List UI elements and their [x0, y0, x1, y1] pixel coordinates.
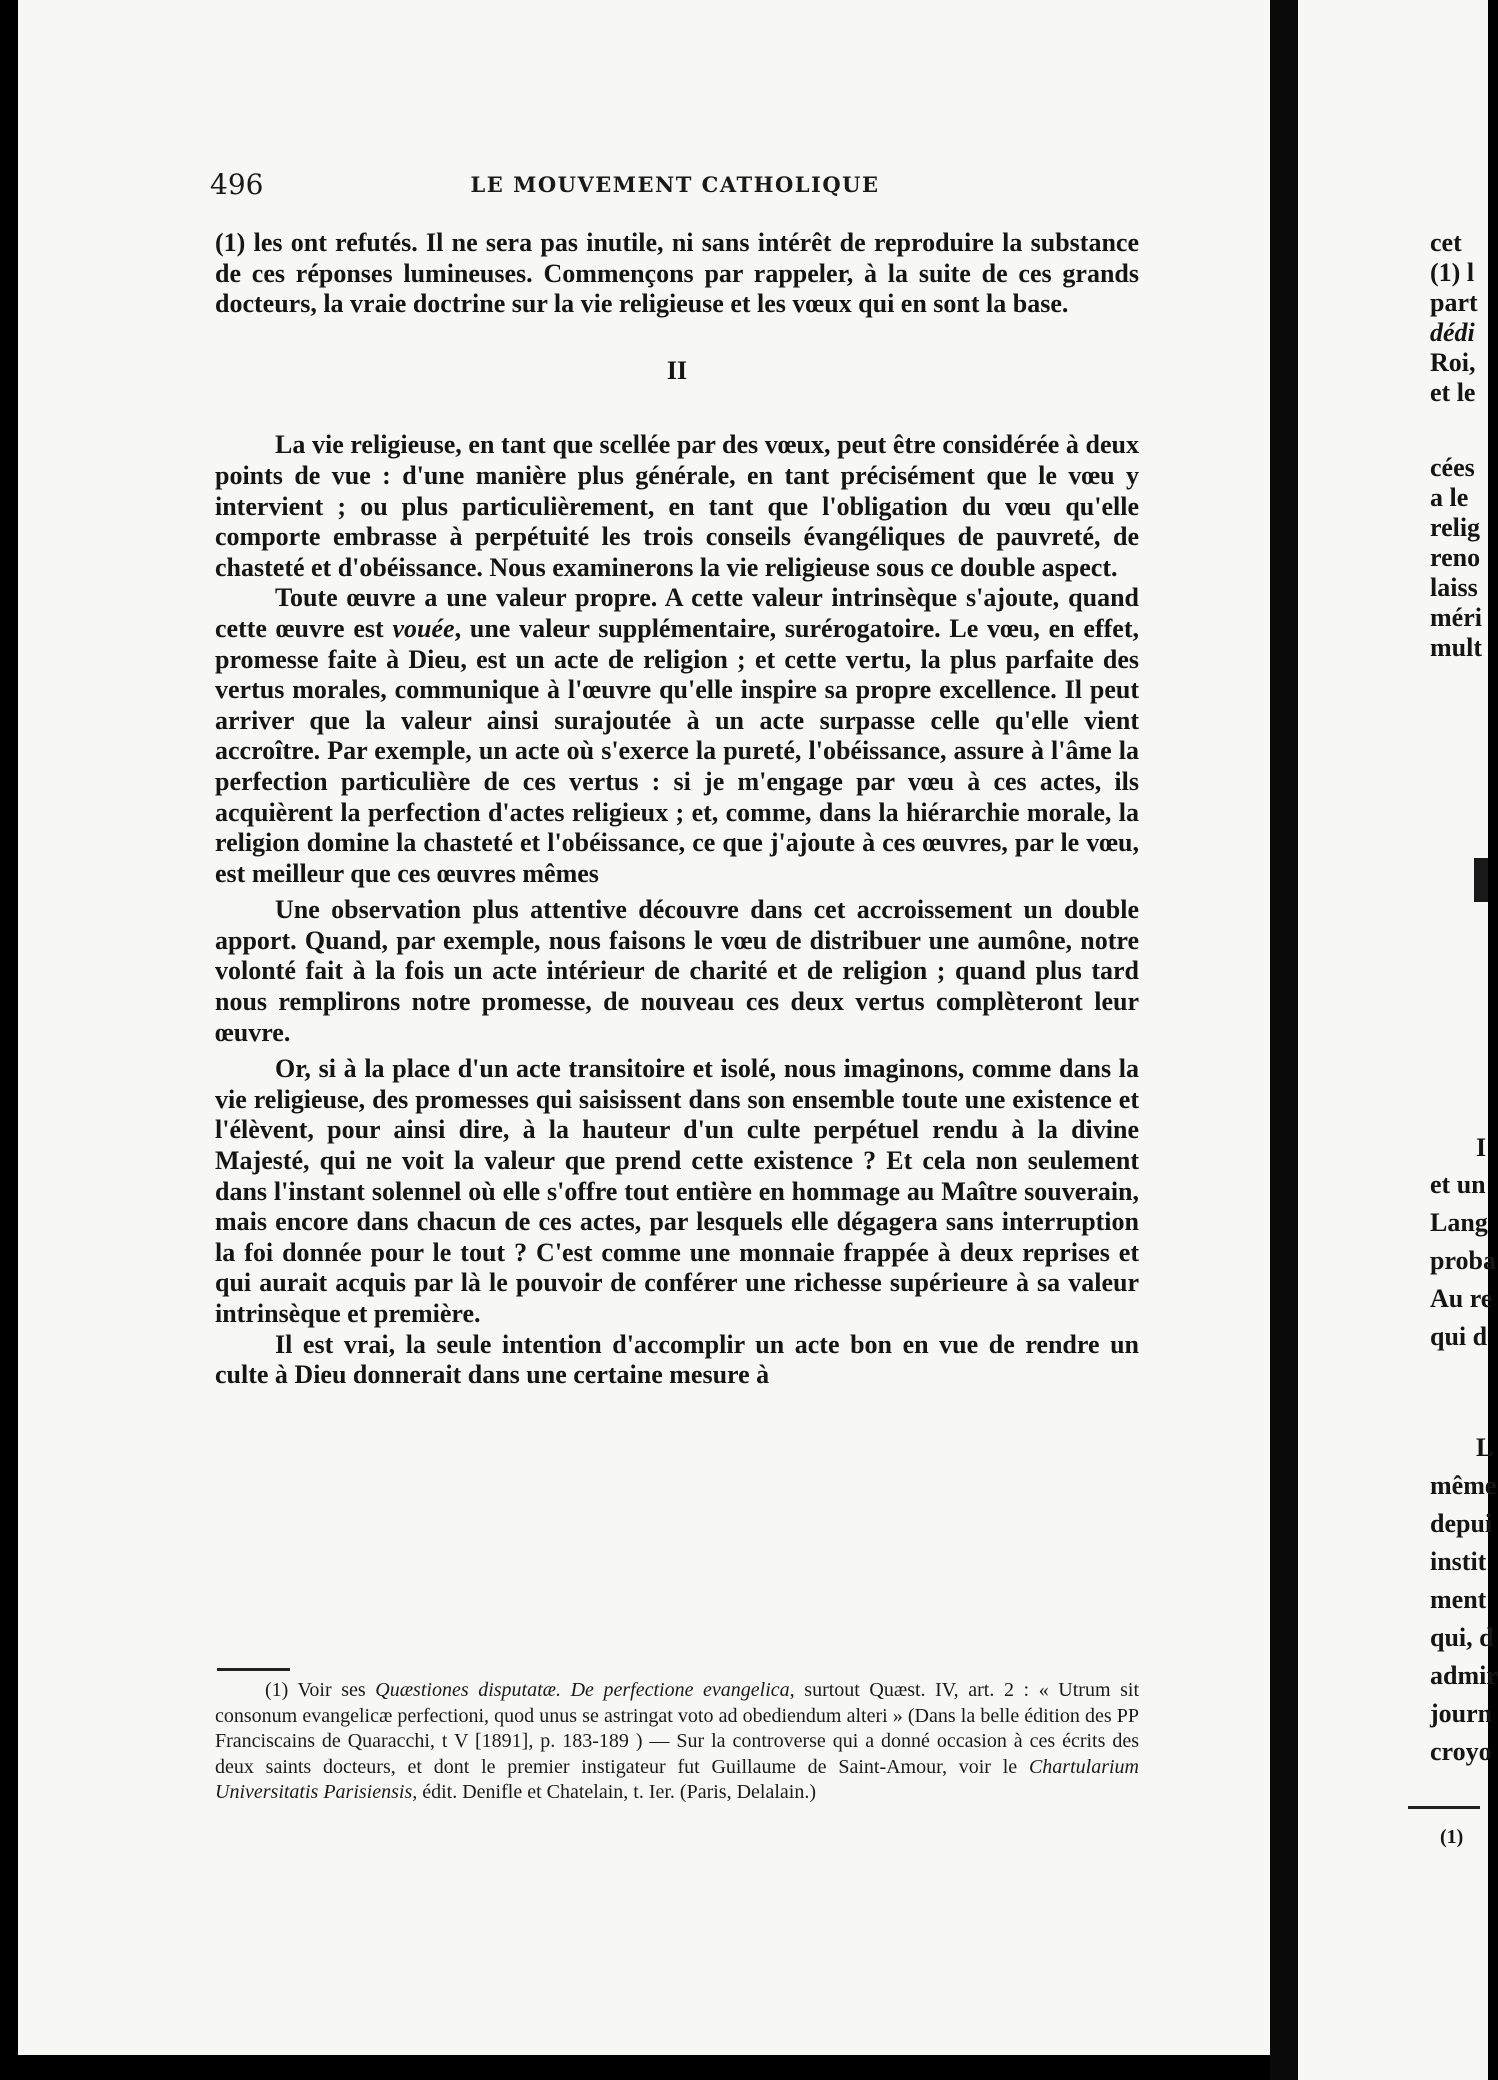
- paragraph-2: La vie religieuse, en tant que scellée par des vœux, peut être considérée à deux points de vue : d'une manière plus générale, en tant précisément que le vœu y intervient ; ou plus particulièrement, en tant que l'obligation du vœu qu'elle comporte embrasse à perpétuité les trois conseils évangéliques de pauvreté, de chasteté et d'obéissance. Nous examinerons la vie religieuse sous ce double aspect.: [215, 430, 1139, 582]
- right-line: journ: [1430, 1699, 1493, 1728]
- paragraph-3-emphasis: vouée: [392, 613, 455, 643]
- footnote-text-2: surtout Quæst. IV, art. 2 : « Utrum sit consonum evangelicæ perfectioni, quod unus se astringat voto ad obediendum alteri » (Dans la belle édition des PP Franciscains de Quaracchi, t V [1891], p. 183-189 ) — Sur la controverse qui a donné occasion à ces écrits des deux saints docteurs, et dont le premier instigateur fut Guillaume de Saint-Amour, voir le: [215, 1679, 1139, 1778]
- right-line: depui: [1430, 1509, 1493, 1538]
- paragraph-6: Il est vrai, la seule intention d'accomplir un acte bon en vue de rendre un culte à Dieu donnerait dans une certaine mesure à: [215, 1329, 1139, 1390]
- paragraph-4: Une observation plus attentive découvre dans cet accroissement un double apport. Quand, par exemple, nous faisons le vœu de distribuer une aumône, notre volonté fait à la fois un acte intérieur de charité et de religion ; quand plus tard nous remplirons notre promesse, de nouveau ces deux vertus complèteront leur œuvre.: [215, 895, 1139, 1047]
- right-line: dédi: [1430, 318, 1475, 347]
- body-text: [215, 228, 1139, 1391]
- footnote: [215, 1678, 1139, 1806]
- right-line: L: [1476, 1433, 1494, 1462]
- right-line: cet: [1430, 228, 1462, 257]
- page-number: 496: [210, 168, 264, 201]
- footnote-text-1: (1) Voir ses: [265, 1679, 376, 1701]
- right-line: croyo: [1430, 1737, 1492, 1766]
- page-header: [210, 168, 1140, 204]
- right-line: instit: [1430, 1547, 1487, 1576]
- right-line: part: [1430, 288, 1478, 317]
- section-heading: II: [666, 355, 688, 385]
- right-line: relig: [1430, 513, 1481, 542]
- right-line: laiss: [1430, 573, 1478, 602]
- footnote-rule: [217, 1668, 290, 1671]
- right-line: et un: [1430, 1170, 1486, 1199]
- footnote-title-1: Quæstiones disputatæ. De perfectione evangelica,: [375, 1679, 795, 1701]
- right-line: admir: [1430, 1661, 1498, 1690]
- right-line: Lang: [1430, 1208, 1488, 1237]
- paragraph-3: [215, 583, 1139, 889]
- right-line: qui d: [1430, 1322, 1488, 1351]
- running-title: LE MOUVEMENT CATHOLIQUE: [470, 172, 880, 197]
- paragraph-5: Or, si à la place d'un acte transitoire et isolé, nous imaginons, comme dans la vie religieuse, des promesses qui saisissent dans son ensemble toute une existence et l'élèvent, pour ainsi dire, à la hauteur d'un culte perpétuel rendu à la divine Majesté, qui ne voit la valeur que prend cette existence ? Et cela non seulement dans l'instant solennel où elle s'offre tout entière en hommage au Maître souverain, mais encore dans chacun de ces actes, par lesquels elle dégagera sans interruption la foi donnée pour le tout ? C'est comme une monnaie frappée à deux reprises et qui aurait acquis par là le pouvoir de conférer une richesse supérieure à sa valeur intrinsèque et première.: [215, 1054, 1139, 1328]
- paragraph-3-part-a: Toute œuvre a une valeur propre. A cette valeur intrinsèque s'ajoute, quand cette œuvre est: [215, 583, 1139, 643]
- footnote-title-2: Chartularium Universitatis Parisiensis,: [215, 1755, 1139, 1803]
- footnote-text-3: édit. Denifle et Chatelain, t. Ier. (Paris, Delalain.): [417, 1781, 816, 1803]
- paragraph-3-part-b: , une valeur supplémentaire, surérogatoire. Le vœu, en effet, promesse faite à Dieu, est un acte de religion ; et cette vertu, la plus parfaite des vertus morales, communique à l'œuvre qu'elle inspire sa propre excellence. Il peut arriver que la valeur ainsi surajoutée à un acte surpasse celle qu'elle vient accroître. Par exemple, un acte où s'exerce la pureté, l'obéissance, assure à l'âme la perfection particulière de ces vertus : si je m'engage par vœu à ces actes, ils acquièrent la perfection d'actes religieux ; et, comme, dans la hiérarchie morale, la religion domine la chasteté et l'obéissance, ce que j'ajoute à ces œuvres, par le vœu, est meilleur que ces œuvres mêmes: [215, 613, 1139, 888]
- right-line: et le: [1430, 378, 1476, 407]
- right-line: mult: [1430, 633, 1482, 662]
- right-line: (1) l: [1430, 258, 1475, 287]
- right-page-heading-fragment: [1474, 858, 1488, 902]
- right-line: méri: [1430, 603, 1482, 632]
- right-line: reno: [1430, 543, 1481, 572]
- right-line: I: [1476, 1133, 1487, 1162]
- right-line: ment: [1430, 1585, 1487, 1614]
- right-line: cées: [1430, 453, 1475, 482]
- right-line: a le: [1430, 483, 1469, 512]
- book-gutter: [1270, 0, 1298, 2080]
- right-footnote-marker: (1): [1440, 1826, 1464, 1848]
- right-footnote-rule: [1408, 1806, 1480, 1809]
- right-line: même: [1430, 1471, 1497, 1500]
- right-line: qui, d: [1430, 1623, 1494, 1652]
- right-line: Roi,: [1430, 348, 1476, 377]
- right-line: Au re: [1430, 1284, 1493, 1313]
- paragraph-1: (1) les ont refutés. Il ne sera pas inutile, ni sans intérêt de reproduire la substance de ces réponses lumineuses. Commençons par rappeler, à la suite de ces grands docteurs, la vraie doctrine sur la vie religieuse et les vœux qui en sont la base.: [215, 228, 1139, 319]
- right-line: proba: [1430, 1246, 1496, 1275]
